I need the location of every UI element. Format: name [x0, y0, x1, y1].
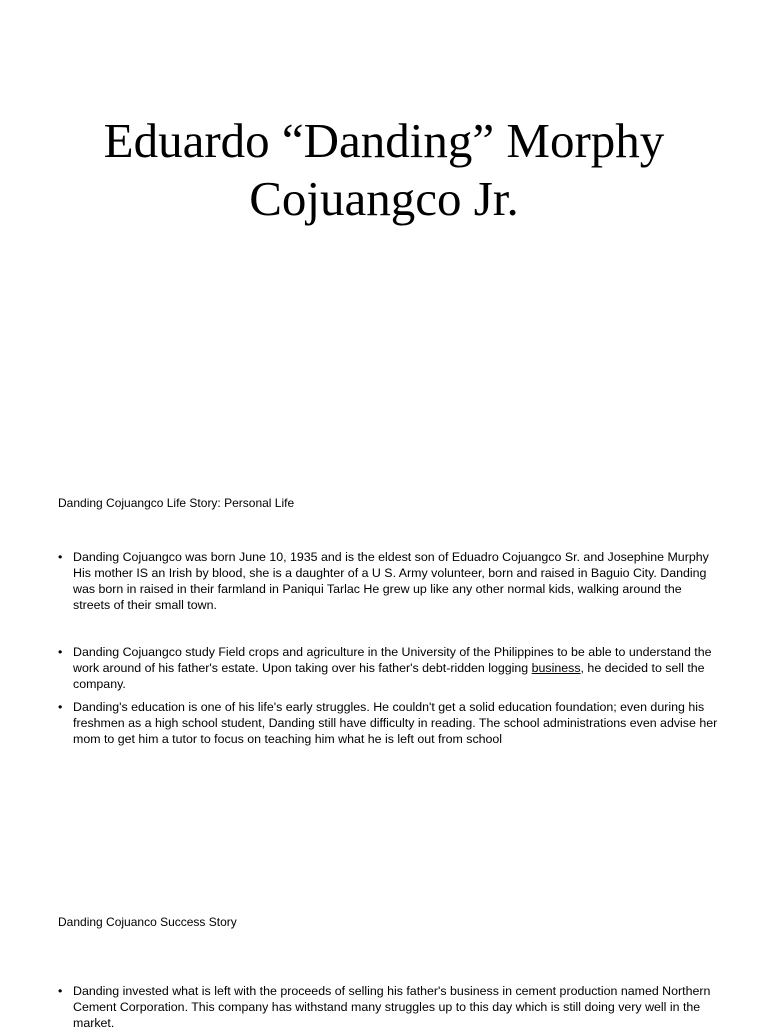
page-title: Eduardo “Danding” Morphy Cojuangco Jr.: [103, 113, 665, 226]
bullet-dot: •: [58, 550, 63, 564]
list-item: [58, 644, 718, 692]
bullet-text: Danding Cojuangco was born June 10, 1935 and is the eldest son of Eduadro Cojuangco Sr. and Josephine Murphy His mother IS an Irish by blood, she is a daughter of a U S. Army volunteer, born and raised in Baguio City. Danding was born in raised in their farmland in Paniqui Tarlac He grew up like any other normal kids, walking around the streets of their small town.: [73, 550, 709, 612]
bullet-text: Danding's education is one of his life's early struggles. He couldn't get a solid education foundation; even during his freshmen as a high school student, Danding still have difficulty in reading. The school administrations even advise her mom to get him a tutor to focus on teaching him what he is left out from school: [73, 700, 718, 746]
business-link[interactable]: business: [531, 661, 581, 675]
bullet-dot: •: [58, 645, 63, 659]
bullet-text-after: , he decided to sell the company.: [73, 661, 705, 691]
bullet-dot: •: [58, 700, 63, 714]
section-heading-personal-life: Danding Cojuangco Life Story: Personal Life: [58, 496, 295, 510]
list-item: [58, 549, 718, 613]
list-item: [58, 699, 718, 747]
bullet-dot: •: [58, 984, 63, 998]
bullet-list: [58, 699, 718, 747]
bullet-text: Danding invested what is left with the proceeds of selling his father's business in cement production named Northern Cement Corporation. This company has withstand many struggles up to this day which is still doing very well in the market.: [73, 984, 711, 1030]
section-heading-success-story: Danding Cojuanco Success Story: [58, 915, 237, 929]
bullet-text-before: Danding Cojuangco study Field crops and agriculture in the University of the Philippines to be able to understand the work around of his father's estate. Upon taking over his father's debt-ridden logging: [73, 645, 712, 675]
bullet-list: [58, 549, 718, 613]
bullet-list: [58, 644, 718, 692]
